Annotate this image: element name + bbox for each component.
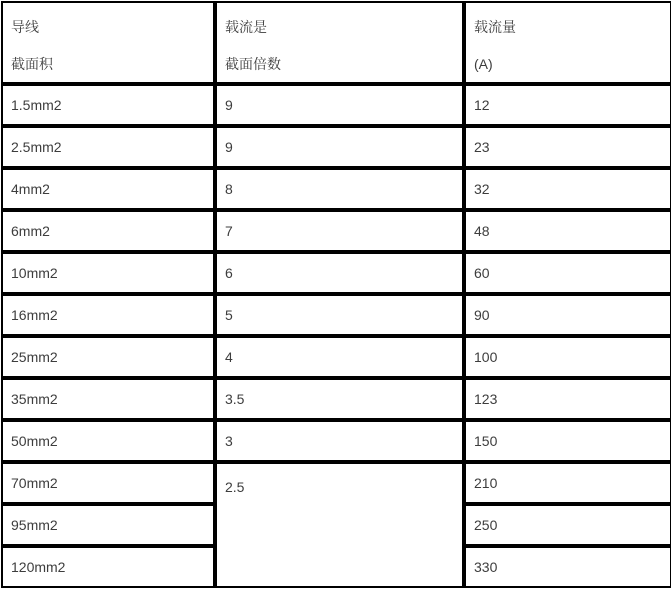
cell-multiplier: 9 [215, 126, 464, 168]
wire-ampacity-table [1, 1, 671, 588]
cell-wire-size: 16mm2 [1, 294, 215, 336]
cell-multiplier: 3.5 [215, 378, 464, 420]
header-multiplier-line2: 截面倍数 [225, 56, 281, 72]
cell-wire-size: 4mm2 [1, 168, 215, 210]
cell-capacity: 210 [464, 462, 671, 504]
cell-multiplier: 9 [215, 84, 464, 126]
table-row [1, 84, 671, 126]
cell-capacity: 32 [464, 168, 671, 210]
cell-capacity: 123 [464, 378, 671, 420]
cell-multiplier: 8 [215, 168, 464, 210]
table-row [1, 462, 671, 504]
table-row [1, 126, 671, 168]
cell-capacity: 330 [464, 546, 671, 588]
cell-multiplier: 2.5 [215, 462, 464, 588]
cell-wire-size: 95mm2 [1, 504, 215, 546]
cell-capacity: 250 [464, 504, 671, 546]
header-wire-line1: 导线 [11, 19, 39, 35]
table-row [1, 210, 671, 252]
table-row [1, 294, 671, 336]
cell-capacity: 150 [464, 420, 671, 462]
header-multiplier [215, 1, 464, 84]
table-header-row [1, 1, 671, 84]
cell-multiplier: 5 [215, 294, 464, 336]
cell-capacity: 12 [464, 84, 671, 126]
table-row [1, 420, 671, 462]
table-row [1, 252, 671, 294]
table-row [1, 378, 671, 420]
table-row [1, 168, 671, 210]
header-capacity-line2: (A) [474, 56, 493, 72]
cell-multiplier: 3 [215, 420, 464, 462]
header-wire-line2: 截面积 [11, 56, 53, 72]
header-capacity-line1: 载流量 [474, 19, 516, 35]
table-row [1, 336, 671, 378]
cell-capacity: 48 [464, 210, 671, 252]
header-wire-section [1, 1, 215, 84]
cell-multiplier: 4 [215, 336, 464, 378]
cell-wire-size: 1.5mm2 [1, 84, 215, 126]
cell-wire-size: 120mm2 [1, 546, 215, 588]
header-multiplier-line1: 载流是 [225, 19, 267, 35]
table-body [1, 1, 671, 588]
cell-capacity: 23 [464, 126, 671, 168]
cell-multiplier: 7 [215, 210, 464, 252]
cell-capacity: 90 [464, 294, 671, 336]
cell-wire-size: 50mm2 [1, 420, 215, 462]
cell-wire-size: 35mm2 [1, 378, 215, 420]
cell-wire-size: 25mm2 [1, 336, 215, 378]
cell-multiplier: 6 [215, 252, 464, 294]
cell-capacity: 100 [464, 336, 671, 378]
header-capacity [464, 1, 671, 84]
cell-wire-size: 2.5mm2 [1, 126, 215, 168]
cell-wire-size: 6mm2 [1, 210, 215, 252]
cell-wire-size: 70mm2 [1, 462, 215, 504]
cell-capacity: 60 [464, 252, 671, 294]
cell-wire-size: 10mm2 [1, 252, 215, 294]
